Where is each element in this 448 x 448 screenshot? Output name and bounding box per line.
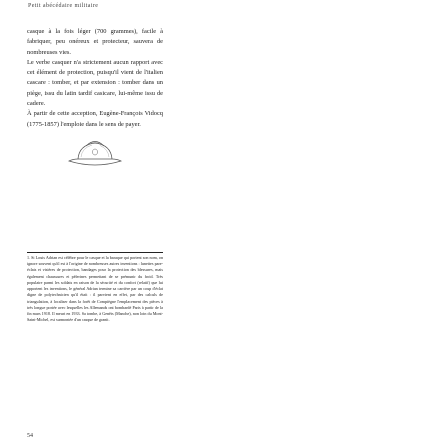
footnote: 1. Si Louis Adrian est célèbre pour le casque et la baraque qui portent son nom, on ignore souvent qu'il est à l'origine de nombreuses autres inventions : lunettes pare-éclats et visières de protection, bandages pour la protection des blessures, mais également chaussures et pèlerines permettant de se prémunir du froid. Très populaire parmi les soldats en raison de la sécurité et du confort (relatif) que lui apportent les inventions, le général Adrian termine sa carrière par un coup d'éclat digne de polytechnicien qu'il était : il parvient en effet, par des calculs de triangulation, à localiser dans la forêt de Compiègne l'emplacement des pièces à très longue portée avec lesquelles les Allemands ont bombardé Paris à partir de la fin mars 1918. Il meurt en 1933. Sa tombe, à Genêts (Manche), non loin du Mont-Saint-Michel, est surmontée d'un casque de granit. [27, 254, 163, 323]
running-head [28, 3, 98, 9]
text-column [27, 27, 163, 324]
running-title: Petit abécédaire militaire [28, 3, 99, 9]
footnote-separator [27, 252, 163, 253]
body-paragraph: Le verbe casquer n'a strictement aucun rapport avec cet élément de protection, puisqu'il vient de l'italien cascare : tomber, et par extension : tomber dans un piège, issu du latin tardif casicare, lui-même issu de cadere. [27, 58, 163, 108]
body-paragraph: À partir de cette acception, Eugène-François Vidocq (1775-1857) l'emploie dans le sens de payer. [27, 110, 163, 128]
adrian-helmet-illustration [65, 136, 125, 170]
page-number: 54 [27, 433, 33, 439]
helmet-figure [27, 136, 163, 216]
body-paragraph: casque à la fois léger (700 grammes), facile à fabriquer, peu onéreux et protecteur, sauvera de nombreuses vies. [27, 28, 163, 56]
